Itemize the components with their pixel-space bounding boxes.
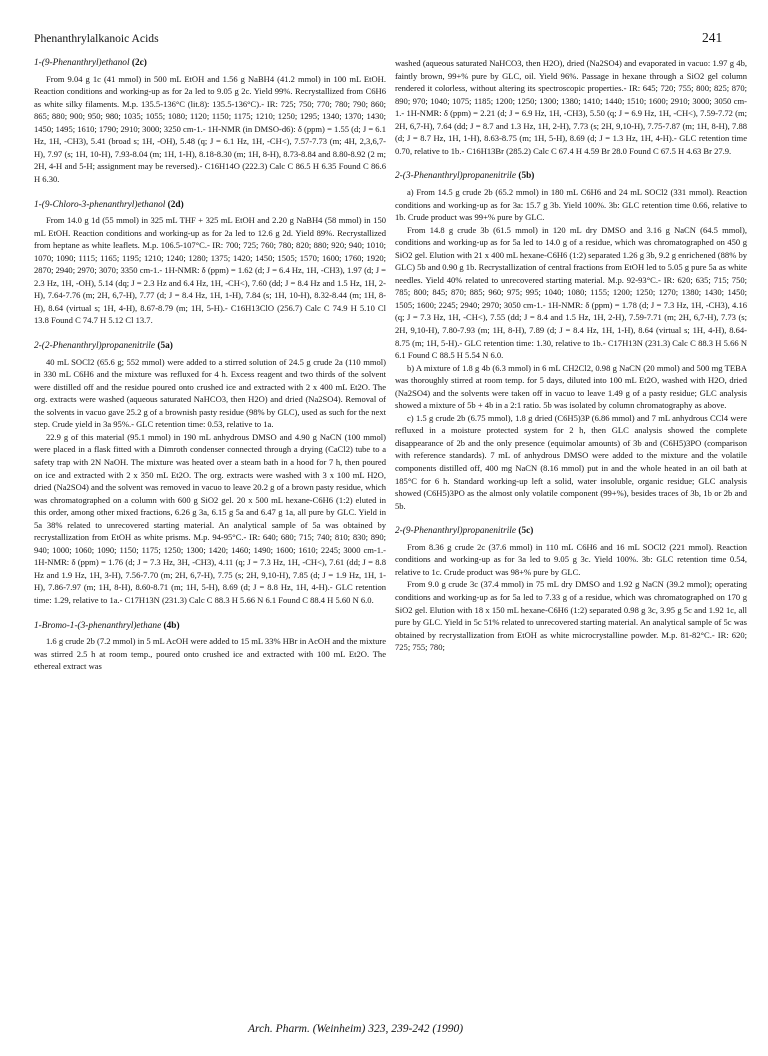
- compound-id: (2d): [167, 199, 184, 210]
- compound-id: (5a): [157, 341, 173, 352]
- paragraph: a) From 14.5 g crude 2b (65.2 mmol) in 180 mL C6H6 and 24 mL SOCl2 (331 mmol). Reaction conditions and working-up as for 3a: 15.7 g 3b. Yield 100%. 3b: GLC retention time 0.66, relative to 1b. Crude product was 99+% pure by GLC.: [395, 186, 747, 223]
- paragraph: 22.9 g of this material (95.1 mmol) in 190 mL anhydrous DMSO and 4.90 g NaCN (100 mmol) were placed in a flask fitted with a Dimroth condenser connected through a drying (CaCl2) tube to a safety trap with 2N NaOH. The mixture was heated over a steam bath in a hood for 7 h, then poured on ice and extracted with 2 x 350 mL Et2O. The org. extracts were washed with 3 x 100 mL H2O, dried (Na2SO4) and the solvent was removed in vacuo to leave 20.2 g of a brown pasty residue, which was chromatographed on a column with 600 g SiO2 gel. 20 x 500 mL hexane-C6H6 (1:2) eluted in this order, among other mixed fractions, 6.26 g 3a, 6.15 g 5a and 6.47 g 1a, all pure by GLC. Yield in 5a 38% related to unrecovered starting material. An analytical sample of 5a was obtained by recrystallization from EtOH as white prisms. M.p. 94-95°C.- IR: 640; 680; 715; 740; 810; 830; 890; 940; 1000; 1060; 1090; 1150; 1175; 1250; 1300; 1420; 1460; 1490; 1600; 1610; 2245; 3000 cm-1.- 1H-NMR: δ (ppm) = 1.76 (d; J = 7.3 Hz, 3H, -CH3), 4.11 (q; J = 7.3 Hz, 1H, -CH<), 7.61 (dd; J = 8.8 Hz and 1.9 Hz, 1H, 3-H), 7.56-7.70 (m; 2H, 6,7-H), 7.75 (s; 2H, 9,10-H), 7.85 (d; J = 1.9 Hz, 1H, 1-H), 7.86-7.97 (m; 1H, 8-H), 8.60-8.71 (m; 1H, 5-H), 8.69 (d; J = 8.8 Hz, 1H, 4-H).- GLC retention time: 1.29, relative to 1a.- C17H13N (231.3) Calc C 88.3 H 5.66 N 6.1 Found C 88.4 H 5.60 N 6.0.: [34, 431, 386, 606]
- running-head: Phenanthrylalkanoic Acids: [34, 32, 159, 45]
- section-title: [34, 340, 386, 353]
- section-5c: [395, 525, 747, 654]
- section-2c: [34, 57, 386, 186]
- section-title: [34, 199, 386, 212]
- paragraph: 1.6 g crude 2b (7.2 mmol) in 5 mL AcOH were added to 15 mL 33% HBr in AcOH and the mixture was stirred 2.5 h at room temp., poured onto crushed ice and extracted with 100 mL Et2O. The ethereal extract was: [34, 636, 386, 672]
- section-5b: [395, 170, 747, 512]
- paragraph: 40 mL SOCl2 (65.6 g; 552 mmol) were added to a stirred solution of 24.5 g crude 2a (110 mmol) in 330 mL C6H6 and the mixture was refluxed for 4 h. Excess reagent and two thirds of the solvent were distilled off and the residue poured onto crushed ice and extracted with 2 x 400 mL Et2O. The org. extracts were washed (aqueous saturated NaHCO3, then H2O) and dried (Na2SO4). Removal of the solvents in vacuo gave 25.2 g of a brownish pasty residue (98% by GLC), used as such for the next step. Crude yield in 3a 95%.- GLC retention time: 0.53, relative to 1a.: [34, 356, 386, 430]
- paragraph: c) 1.5 g crude 2b (6.75 mmol), 1.8 g dried (C6H5)3P (6.86 mmol) and 7 mL anhydrous CCl4 were refluxed in a moisture protected system for 2 h, then GLC analysis showed the complete disappearance of 2b and the only presence (equimolar amounts) of 3b and (C6H5)3PO (comparison with reference standards). 7 mL of anhydrous DMSO were added to the mixture and the volatile components distilled off, 400 mg NaCN (8.16 mmol) put in and the whole heated in an oil bath at 185°C for 6 h. Standard working-up left a solid, water insoluble, organic residue; GLC analysis showed (C6H5)3PO as the almost only volatile component (99+%), besides traces of 3b, 1b or 2b and 5b.: [395, 412, 747, 511]
- section-4b: [34, 620, 386, 673]
- left-column: [34, 57, 386, 673]
- compound-id: (5c): [518, 526, 534, 537]
- paragraph: washed (aqueous saturated NaHCO3, then H2O), dried (Na2SO4) and evaporated in vacuo: 1.97 g 4b, faintly brown, 99+% pure by GLC, oil. Yield 96%. Passage in hexane through a SiO2 gel column rendered it colorless, without altering its spectroscopic properties.- IR: 645; 720; 755; 800; 825; 870; 890; 970; 1040; 1075; 1185; 1200; 1250; 1300; 1380; 1410; 1440; 1510; 1600; 2910; 3000; 3050 cm-1.- 1H-NMR: δ (ppm) = 2.21 (d; J = 6.9 Hz, 1H, -CH3), 5.50 (q; J = 6.9 Hz, 1H, -CH<), 7.59-7.72 (m; 2H, 6,7-H), 7.64 (dd; J = 8.7 and 1.3 Hz, 1H, 2-H), 7.73 (s; 2H, 9,10-H), 7.75-7.87 (m; 1H, 8-H), 7.88 (d; J = 8.7 Hz, 1H, 1-H), 8.63-8.75 (m; 1H, 5-H), 8.69 (d; J = 1.3 Hz, 1H, 4-H).- GLC retention time 0.70, relative to 1b.- C16H13Br (285.2) Calc C 67.4 H 4.59 Br 28.0 Found C 67.5 H 4.63 Br 27.9.: [395, 58, 747, 156]
- section-title-text: 2-(9-Phenanthryl)propanenitrile: [395, 526, 517, 537]
- section-title: [395, 170, 747, 183]
- paragraph: From 14.0 g 1d (55 mmol) in 325 mL THF + 325 mL EtOH and 2.20 g NaBH4 (58 mmol) in 150 mL EtOH. Reaction conditions and working-up as for 2a led to 12.6 g 2d. Yield 89%. Recrystallized from heptane as white leaflets. M.p. 106.5-107°C.- IR: 700; 725; 760; 780; 820; 880; 920; 940; 1010; 1070; 1090; 1115; 1165; 1195; 1210; 1240; 1280; 1375; 1420; 1450; 1505; 1570; 1600; 1760; 1920; 2870; 2940; 2970; 3070; 3350 cm-1.- 1H-NMR: δ (ppm) = 1.62 (d; J = 6.4 Hz, 1H, -CH3), 1.97 (d; J = 2.3 Hz, 1H, -OH), 5.14 (dq; J = 2.3 Hz and 6.4 Hz, 1H, -CH<), 7.60 (dd; J = 8.4 Hz and 1.5 Hz, 1H, 2-H), 7.64-7.76 (m; 2H, 6,7-H), 7.77 (d; J = 8.4 Hz, 1H, 1-H), 7.84 (s; 1H, 10-H), 8.32-8.44 (m; 1H, 8-H), 8.64 (virtual s; 1H, 4-H), 8.67-8.79 (m; 1H, 5-H).- C16H13ClO (256.7) Calc C 74.9 H 5.10 Cl 13.8 Found C 74.7 H 5.12 Cl 13.7.: [34, 215, 386, 326]
- paragraph: b) A mixture of 1.8 g 4b (6.3 mmol) in 6 mL CH2Cl2, 0.98 g NaCN (20 mmol) and 500 mg TEBA was thoroughly stirred at room temp. for 5 days, diluted into 100 mL Et2O, washed with H2O, dried (Na2SO4) and the solvents were taken off in vacuo to leave 1.49 g of a pasty residue; GLC analysis showed a mixture of 5b + 4b in a 2:1 ratio. 5b was isolated by column chromatography as above.: [395, 362, 747, 411]
- paragraph: From 9.04 g 1c (41 mmol) in 500 mL EtOH and 1.56 g NaBH4 (41.2 mmol) in 100 mL EtOH. Reaction conditions and working-up as for 2a led to 9.05 g 2c. Yield 99%. Recrystallized from C6H6 as white silky filaments. M.p. 135.5-136°C (lit.8): 135.5-136°C).- IR: 725; 750; 770; 780; 790; 860; 865; 880; 900; 950; 980; 1035; 1055; 1080; 1120; 1150; 1175; 1210; 1250; 1295; 1340; 1370; 1430; 1450; 1495; 1610; 1790; 2910; 3000; 3250 cm-1.- 1H-NMR (in DMSO-d6): δ (ppm) = 1.55 (d; J = 6.1 Hz, 1H, -CH3), 5.41 (broad s; 1H, -OH), 5.48 (q; J = 6.1 Hz, 1H, -CH<), 7.57-7.73 (m; 4H, 2,3,6,7-H), 7.97 (s; 1H, 10-H), 7.93-8.04 (m; 1H, 1-H), 8.18-8.30 (m; 1H, 8-H), 8.73-8.84 and 8.80-8.92 (2 m; 2H, 4-H and 5-H; assignment may be reversed).- C16H14O (222.3) Calc C 86.5 H 6.35 Found C 86.6 H 6.30.: [34, 73, 386, 184]
- section-title: [34, 57, 386, 70]
- section-4b-continued: [395, 57, 747, 157]
- section-title-text: 2-(2-Phenanthryl)propanenitrile: [34, 341, 156, 352]
- paragraph: From 9.0 g crude 3c (37.4 mmol) in 75 mL dry DMSO and 1.92 g NaCN (39.2 mmol); operating conditions and working-up as for 5a led to 7.33 g of a residue, which was chromatographed on 170 g SiO2 gel. Elution with 18 x 150 mL hexane-C6H6 (1:2) separated 0.98 g 3c, 3.95 g 5c and 1.92 1c, all pure by GLC. Yield in 5c 51% related to unrecovered starting material. An analytical sample of 5c was obtained by recrystallization from EtOH as white microcrystalline powder. M.p. 81-82°C.- IR: 620; 725; 755; 780;: [395, 579, 747, 653]
- section-title-text: 1-(9-Chloro-3-phenanthryl)ethanol: [34, 199, 166, 210]
- paragraph: From 14.8 g crude 3b (61.5 mmol) in 120 mL dry DMSO and 3.16 g NaCN (64.5 mmol), conditions and working-up as for 5a led to 14.0 g of a residue, which was chromatographed on 450 g SiO2 gel. Elution with 21 x 400 mL hexane-C6H6 (1:2) separated 1.26 g 3b, 9.2 g enrichened (88% by GLC) 5b and 0.90 g 1b. Recrystallization of central fractions from EtOH led to 5.05 g pure 5a as white needles. Yield 40% related to unrecovered starting material. M.p. 92-93°C.- IR: 620; 635; 715; 750; 785; 800; 845; 870; 885; 960; 975; 995; 1040; 1080; 1155; 1200; 1250; 1270; 1380; 1430; 1450; 1505; 1600; 2245; 2940; 2970; 3050 cm-1.- 1H-NMR: δ (ppm) = 1.78 (d; J = 7.3 Hz, 1H, -CH3), 4.16 (q; J = 7.3 Hz, 1H, -CH<), 7.55 (dd; J = 8.4 and 1.5 Hz, 1H, 2-H), 7.59-7.71 (m; 2H, 6,7-H), 7.73 (s; 2H, 9,10-H), 7.80-7.93 (m; 1H, 8-H), 7.89 (d; J = 8.4 Hz, 1H, 1-H), 8.64 (virtual s; 1H, 4-H), 8.64-8.75 (m; 1H, 5-H).- GLC retention time: 1.30, relative to 1b.- C17H13N (231.3) Calc C 88.3 H 5.66 N 6.1 Found C 88.5 H 5.54 N 6.0.: [395, 224, 747, 361]
- section-title: [34, 620, 386, 633]
- paragraph: From 8.36 g crude 2c (37.6 mmol) in 110 mL C6H6 and 16 mL SOCl2 (221 mmol). Reaction conditions and working-up as for 3a led to 9.05 g 3c. Yield 100%. 3b: GLC retention time 0.54, relative to 1c. Crude product was 98+% pure by GLC.: [395, 541, 747, 577]
- compound-id: (2c): [131, 58, 147, 68]
- section-2d: [34, 199, 386, 328]
- section-title-text: 1-(9-Phenanthryl)ethanol: [34, 58, 130, 68]
- section-title-text: 1-Bromo-1-(3-phenanthryl)ethane: [34, 620, 162, 631]
- right-column: [395, 57, 747, 654]
- journal-citation: Arch. Pharm. (Weinheim) 323, 239-242 (1990): [248, 1023, 464, 1035]
- section-5a: [34, 340, 386, 607]
- compound-id: (4b): [163, 620, 180, 631]
- section-title-text: 2-(3-Phenanthryl)propanenitrile: [395, 171, 517, 182]
- section-title: [395, 525, 747, 538]
- page-number: 241: [702, 30, 723, 45]
- compound-id: (5b): [518, 171, 535, 182]
